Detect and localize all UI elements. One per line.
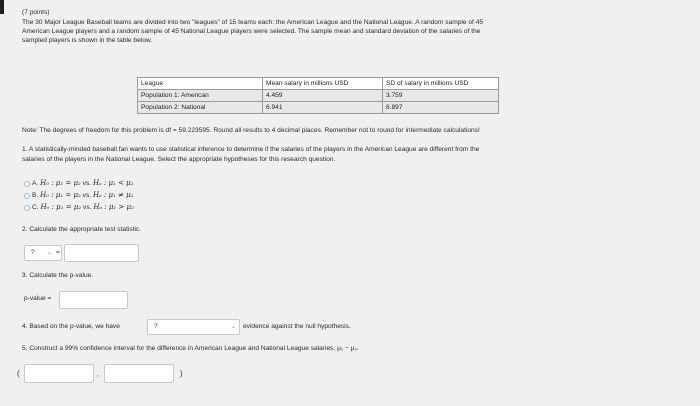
note-text: Note: The degrees of freedom for this problem is df = 59.223595. Round all results to 4 decimal places. Remember not to round for intermediate calculations! xyxy=(22,127,480,134)
option-b-letter: B. xyxy=(32,192,39,199)
table-header-sd: SD of salary in millions USD xyxy=(383,78,499,90)
intro-line-2: American League players and a random sample of 45 National League players were selected. The sample mean and standard deviation of the salaries of the xyxy=(22,28,481,35)
salary-table xyxy=(137,77,499,114)
option-a-vs: vs. xyxy=(82,180,92,187)
option-c[interactable] xyxy=(32,203,134,212)
table-cell: Population 2: National xyxy=(138,102,263,114)
option-c-vs: vs. xyxy=(83,204,92,211)
points-label: (7 points) xyxy=(22,9,50,16)
ci-lower-input[interactable] xyxy=(24,364,94,383)
ci-upper-input[interactable] xyxy=(104,364,174,383)
q2-label: 2. Calculate the appropriate test statistic. xyxy=(22,226,142,233)
table-cell: 3.759 xyxy=(383,90,499,102)
left-edge-marker xyxy=(0,0,4,14)
pvalue-input[interactable] xyxy=(59,291,128,309)
chevron-down-icon: ⌄ xyxy=(231,324,237,330)
interval-comma: , xyxy=(97,371,99,378)
option-c-radio[interactable] xyxy=(24,205,30,211)
table-header-row xyxy=(138,78,499,90)
test-statistic-select-value: ? xyxy=(31,249,35,256)
option-b-vs: vs. xyxy=(82,192,92,199)
option-a[interactable] xyxy=(32,179,134,188)
option-c-ha: Hₐ : μ₁ > μ₂ xyxy=(93,203,134,211)
table-header-league: League xyxy=(138,78,263,90)
q4-suffix: evidence against the null hypothesis. xyxy=(243,323,351,330)
q1-line-1: 1. A statistically-minded baseball fan wants to use statistical inference to determine if the salaries of the players in the American League are different from the xyxy=(22,146,480,153)
test-statistic-select[interactable] xyxy=(24,245,62,261)
option-b-radio[interactable] xyxy=(24,193,30,199)
chevron-down-icon: ⌄ xyxy=(47,250,53,256)
table-header-mean: Mean salary in millions USD xyxy=(263,78,383,90)
intro-line-3: sampled players is shown in the table below. xyxy=(22,37,153,44)
option-b[interactable] xyxy=(32,191,134,200)
q1-line-2: salaries of the players in the National League. Select the appropriate hypotheses for this research question. xyxy=(22,156,336,163)
evidence-select-value: ? xyxy=(154,323,158,330)
option-a-radio[interactable] xyxy=(24,181,30,187)
table-cell: 6.941 xyxy=(263,102,383,114)
table-cell: 8.897 xyxy=(383,102,499,114)
option-c-h0: H₀ : μ₁ = μ₂ xyxy=(40,203,82,211)
interval-open-paren: ( xyxy=(17,369,20,378)
test-statistic-input[interactable] xyxy=(64,244,139,262)
q5-label: 5. Construct a 99% confidence interval for the difference in American League and National League salaries, μ₁ − μ₂. xyxy=(22,345,359,352)
evidence-select[interactable] xyxy=(147,319,240,335)
pvalue-label: p-value = xyxy=(24,295,52,302)
table-cell: Population 1: American xyxy=(138,90,263,102)
option-b-ha: Hₐ : μ₁ ≠ μ₂ xyxy=(92,191,134,199)
q3-label: 3. Calculate the p-value. xyxy=(22,272,94,279)
intro-line-1: The 30 Major League Baseball teams are divided into two "leagues" of 15 teams each: the American League and the National League. A random sample of 45 xyxy=(22,19,484,26)
q4-prefix: 4. Based on the p-value, we have xyxy=(22,323,120,330)
option-a-ha: Hₐ : μ₁ < μ₂ xyxy=(92,179,134,187)
option-c-letter: C. xyxy=(32,204,39,211)
option-a-h0: H₀ : μ₁ = μ₂ xyxy=(40,179,81,187)
option-b-h0: H₀ : μ₁ = μ₂ xyxy=(40,191,81,199)
option-a-letter: A. xyxy=(32,180,39,187)
interval-close-paren: ) xyxy=(180,369,183,378)
equals-sign: = xyxy=(56,249,60,256)
table-row xyxy=(138,102,499,114)
table-row xyxy=(138,90,499,102)
table-cell: 4.459 xyxy=(263,90,383,102)
